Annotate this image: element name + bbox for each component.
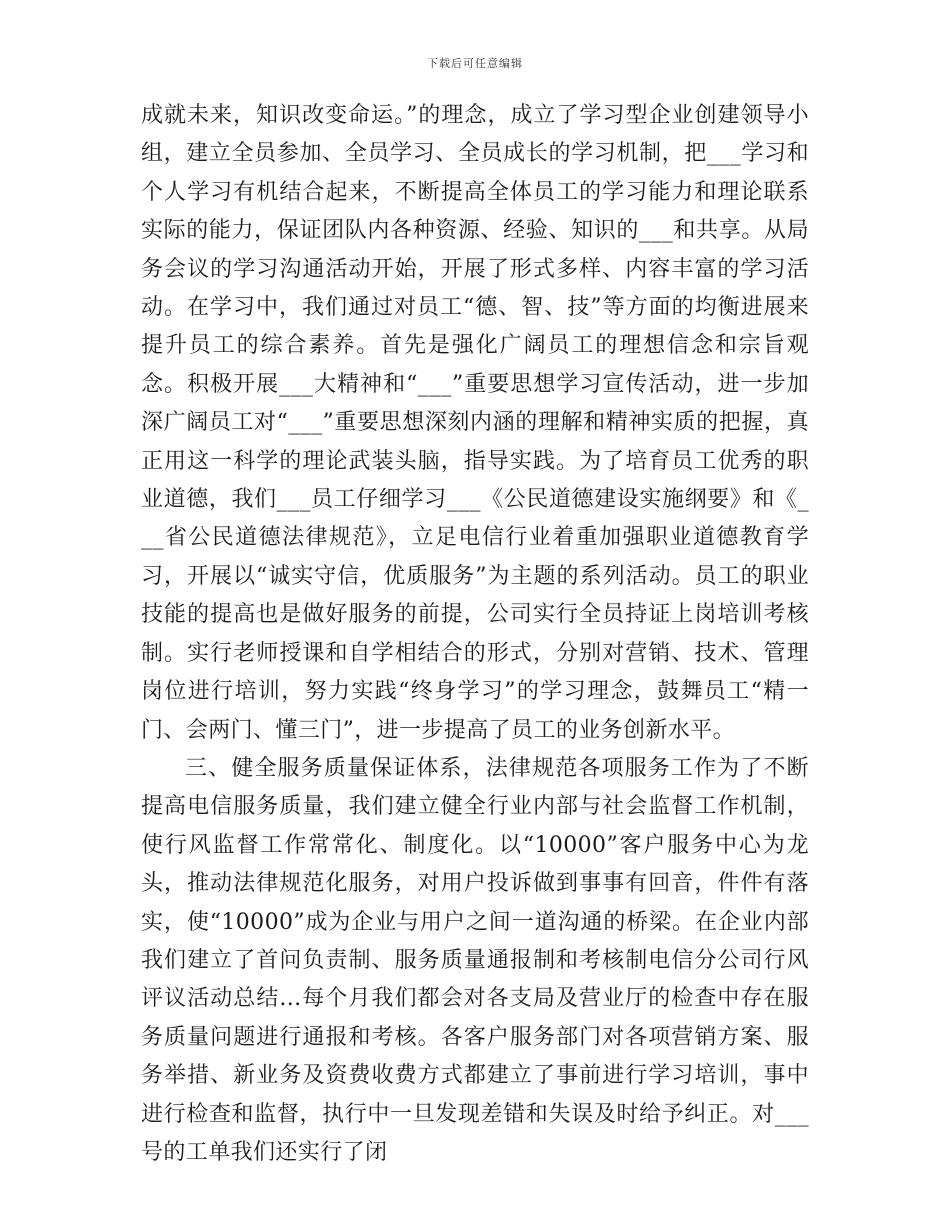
body-paragraph: 成就未来，知识改变命运。”的理念，成立了学习型企业创建领导小组，建立全员参加、全员学习、全员成长的学习机制，把___学习和个人学习有机结合起来，不断提高全体员工的学习能力和理论联系实际的能力，保证团队内各种资源、经验、知识的___和共享。从局务会议的学习沟通活动开始，开展了形式多样、内容丰富的学习活动。在学习中，我们通过对员工“德、智、技”等方面的均衡进展来提升员工的综合素养。首先是强化广阔员工的理想信念和宗旨观念。积极开展___大精神和“___”重要思想学习宣传活动，进一步加深广阔员工对“___”重要思想深刻内涵的理解和精神实质的把握，真正用这一科学的理论武装头脑，指导实践。为了培育员工优秀的职业道德，我们___员工仔细学习___《公民道德建设实施纲要》和《___省公民道德法律规范》，立足电信行业着重加强职业道德教育学习，开展以“诚实守信，优质服务”为主题的系列活动。员工的职业技能的提高也是做好服务的前提，公司实行全员持证上岗培训考核制。实行老师授课和自学相结合的形式，分别对营销、技术、管理岗位进行培训，努力实践“终身学习”的学习理念，鼓舞员工“精一门、会两门、懂三门”，进一步提高了员工的业务创新水平。	[141, 103, 809, 743]
page-header: 下载后可任意编辑	[427, 57, 523, 70]
document-body	[141, 97, 809, 1172]
section-three-paragraph: 三、健全服务质量保证体系，法律规范各项服务工作为了不断提高电信服务质量，我们建立健全行业内部与社会监督工作机制，使行风监督工作常常化、制度化。以“10000”客户服务中心为龙头，推动法律规范化服务，对用户投诉做到事事有回音，件件有落实，使“10000”成为企业与用户之间一道沟通的桥梁。在企业内部我们建立了首问负责制、服务质量通报制和考核制电信分公司行风评议活动总结...每个月我们都会对各支局及营业厅的检查中存在服务质量问题进行通报和考核。各客户服务部门对各项营销方案、服务举措、新业务及资费收费方式都建立了事前进行学习培训，事中进行检查和监督，执行中一旦发现差错和失误及时给予纠正。对___号的工单我们还实行了闭	[141, 755, 809, 1165]
